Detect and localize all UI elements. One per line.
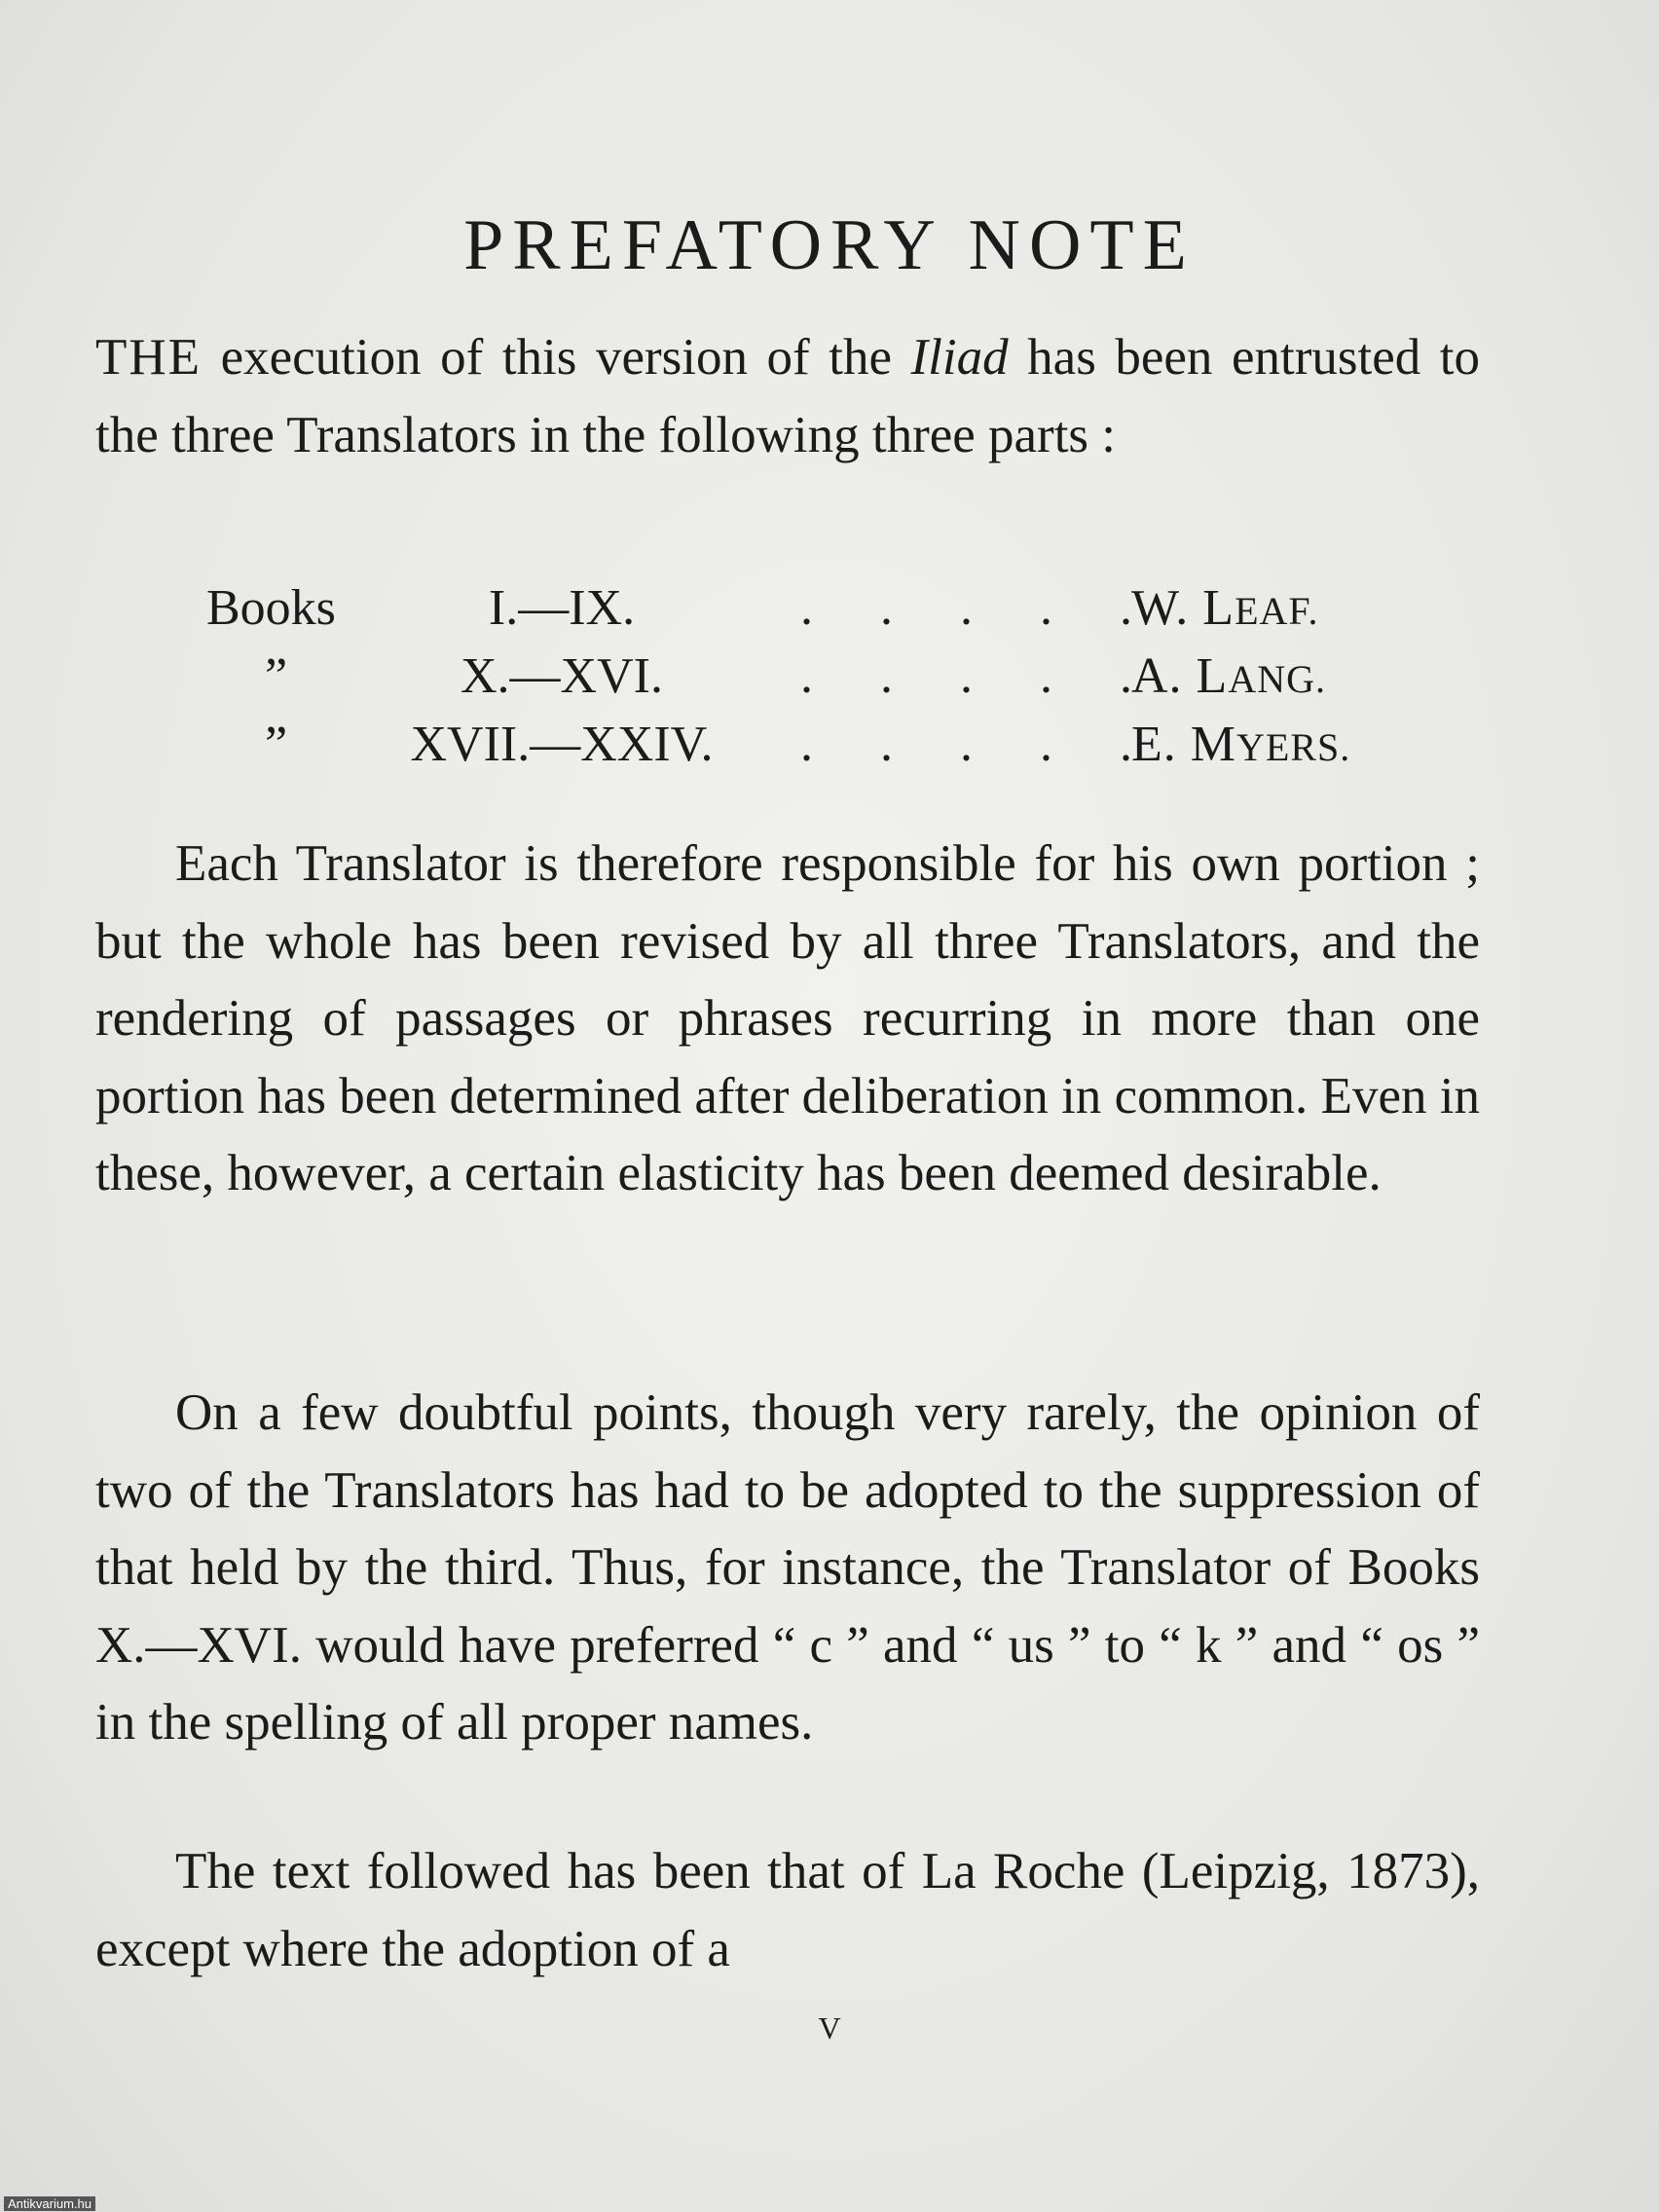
intro-italic-title: Iliad bbox=[910, 329, 1009, 386]
translator-initial: W. L bbox=[1131, 580, 1235, 636]
page-number: v bbox=[818, 1999, 841, 2048]
body-paragraph-3 bbox=[95, 1833, 1480, 1988]
paragraph-text: On a few doubtful points, though very rarely, the opinion of two of the Translators has had to be adopted to the suppression of that held by the third. Thus, for instance, the Translator of Books X.—XVI. would have preferred “ c ” and “ us ” to “ k ” and “ os ” in the spelling of all proper names. bbox=[95, 1384, 1480, 1751]
translator-name bbox=[1131, 647, 1326, 705]
dot-leader: . . . . . bbox=[800, 717, 1160, 772]
books-table bbox=[206, 579, 1472, 784]
watermark: Antikvarium.hu bbox=[4, 2196, 95, 2211]
show-through bbox=[876, 19, 890, 80]
translator-name bbox=[1131, 716, 1350, 773]
translator-rest: EAF. bbox=[1235, 589, 1319, 633]
translator-rest: ANG. bbox=[1228, 657, 1326, 701]
page-title: PREFATORY NOTE bbox=[463, 204, 1196, 285]
books-row bbox=[206, 647, 1472, 716]
body-paragraph-2 bbox=[95, 1375, 1480, 1762]
books-range: I.—IX. bbox=[488, 580, 636, 636]
intro-text-before: execution of this version of the bbox=[202, 329, 911, 386]
translator-name bbox=[1131, 579, 1318, 637]
body-paragraph-1 bbox=[95, 826, 1480, 1213]
books-row bbox=[206, 716, 1472, 784]
paragraph-text: Each Translator is therefore responsible for his own portion ; but the whole has been revised by all three Translators, and the rendering of passages or phrases recurring in more than one portion has been determined after deliberation in common. Even in these, however, a certain elasticity has been deemed desirable. bbox=[95, 835, 1480, 1201]
intro-text-after: has been entrusted to the three Translators in the following three parts : bbox=[95, 329, 1480, 463]
intro-paragraph bbox=[95, 319, 1480, 474]
books-label: Books bbox=[206, 580, 336, 636]
books-label: ” bbox=[265, 648, 288, 704]
translator-initial: A. L bbox=[1131, 648, 1229, 704]
paragraph-text: The text followed has been that of La Roche (Leipzig, 1873), except where the adoption of a bbox=[95, 1843, 1480, 1977]
dot-leader: . . . . . bbox=[800, 580, 1160, 636]
books-label: ” bbox=[265, 717, 288, 772]
dot-leader: . . . . . bbox=[800, 648, 1160, 704]
translator-initial: E. M bbox=[1131, 717, 1236, 772]
intro-lead: THE bbox=[95, 329, 203, 386]
translator-rest: YERS. bbox=[1236, 725, 1351, 769]
books-range: X.—XVI. bbox=[461, 648, 663, 704]
books-row bbox=[206, 579, 1472, 647]
books-range: XVII.—XXIV. bbox=[410, 717, 714, 772]
